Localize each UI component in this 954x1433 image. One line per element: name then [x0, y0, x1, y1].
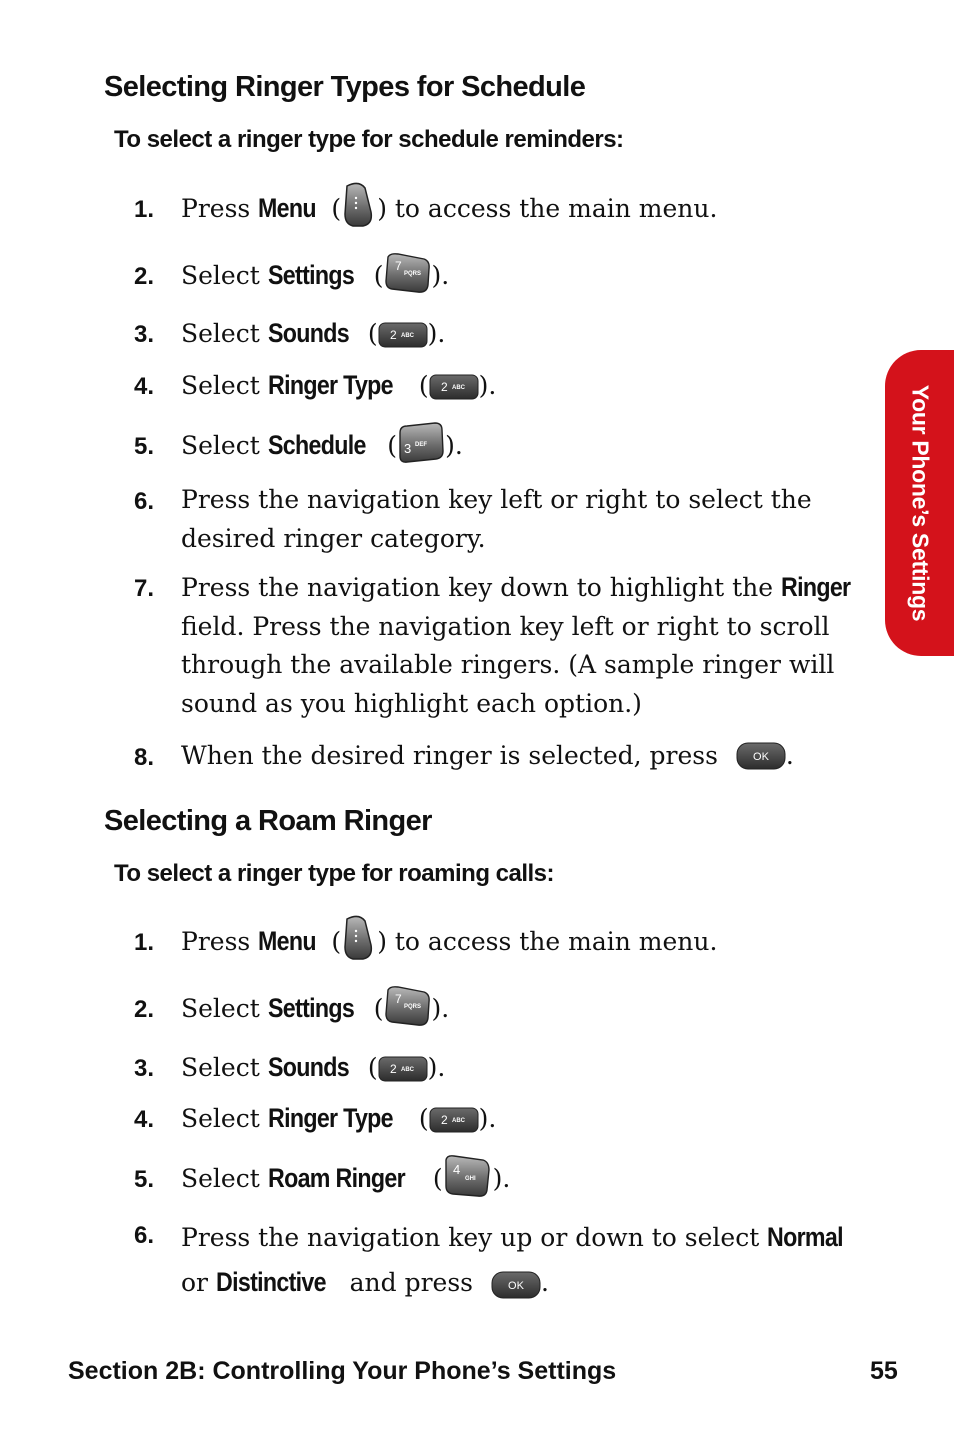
- key-7-digit: 7: [394, 258, 402, 273]
- key-4-digit: 4: [452, 1161, 460, 1177]
- s1-step7-text: Press the navigation key down to highlight the Ringer field. Press the navigation key left or right to scroll through the available ringers. (A sample ringer will sound as you highlight each option.): [181, 568, 881, 723]
- s2-step3-text: Select Sounds ( 2 ABC ).: [181, 1048, 881, 1088]
- section1-heading: Selecting Ringer Types for Schedule: [104, 71, 586, 103]
- key-2-abc-icon: [429, 373, 479, 399]
- menu-keyword: Menu: [258, 926, 317, 956]
- settings-keyword: Settings: [267, 993, 354, 1023]
- ok-key-label: OK: [752, 750, 769, 763]
- s1-step2-number: 2.: [134, 263, 155, 290]
- s2-step2-number: 2.: [134, 996, 155, 1023]
- section2-intro: To select a ringer type for roaming calls:: [114, 860, 555, 887]
- key-7-pqrs-icon: [384, 984, 432, 1028]
- section2-heading: Selecting a Roam Ringer: [104, 805, 432, 837]
- sounds-keyword: Sounds: [267, 318, 349, 348]
- s2-step4-text: Select Ringer Type ( 2 ABC ).: [181, 1099, 881, 1139]
- s1-step1-text: Press Menu ( ) to access the main menu.: [181, 189, 881, 229]
- key-2-abc-icon: [378, 1055, 428, 1081]
- normal-keyword: Normal: [767, 1222, 844, 1252]
- key-2-digit: 2: [389, 327, 397, 342]
- key-3-letters: DEF: [415, 441, 428, 448]
- menu-key-icon: [341, 915, 377, 961]
- key-2-abc-icon: [378, 321, 428, 347]
- s1-step1-number: 1.: [134, 196, 155, 223]
- s2-step3-number: 3.: [134, 1055, 155, 1082]
- s2-step4-number: 4.: [134, 1106, 155, 1133]
- s2-step2-text: Select Settings ( 7 PQRS ).: [181, 989, 881, 1029]
- ok-key-icon: [736, 742, 786, 770]
- key-7-letters: PQRS: [403, 1003, 421, 1010]
- key-4-ghi-icon: [443, 1154, 493, 1198]
- s1-step3-number: 3.: [134, 321, 155, 348]
- key-7-letters: PQRS: [403, 270, 421, 277]
- s1-step2-text: Select Settings ( 7 PQRS ).: [181, 256, 881, 296]
- s1-step3-text: Select Sounds ( 2 ABC ).: [181, 314, 881, 354]
- ringer-type-keyword: Ringer Type: [267, 370, 393, 400]
- key-3-digit: 3: [404, 440, 412, 456]
- s1-step8-text: When the desired ringer is selected, press OK .: [181, 741, 794, 770]
- key-2-abc-icon: [429, 1106, 479, 1132]
- ringer-type-keyword: Ringer Type: [267, 1103, 393, 1133]
- side-tab-label: Your Phone’s Settings: [907, 384, 933, 622]
- schedule-keyword: Schedule: [267, 430, 366, 460]
- key-4-letters: GHI: [464, 1175, 476, 1182]
- menu-keyword: Menu: [258, 193, 317, 223]
- s2-step1-number: 1.: [134, 929, 155, 956]
- s2-step1-text: Press Menu ( ) to access the main menu.: [181, 922, 881, 962]
- key-2-digit: 2: [389, 1061, 397, 1076]
- key-2-digit: 2: [440, 1112, 448, 1127]
- key-2-letters: ABC: [400, 332, 414, 339]
- key-2-letters: ABC: [451, 1117, 465, 1124]
- s1-step5-text: Select Schedule ( 3 DEF ).: [181, 426, 881, 466]
- key-3-def-icon: [397, 421, 445, 465]
- s1-step4-text: Select Ringer Type ( 2 ABC ).: [181, 366, 881, 406]
- side-tab[interactable]: [885, 350, 954, 656]
- s1-step7-number: 7.: [134, 575, 155, 602]
- s2-step6-text: Press the navigation key up or down to select Normal or Distinctive and press OK .: [181, 1215, 881, 1305]
- key-2-letters: ABC: [400, 1066, 414, 1073]
- s1-step5-number: 5.: [134, 433, 155, 460]
- key-7-pqrs-icon: [384, 251, 432, 295]
- s2-step6-number: 6.: [134, 1222, 155, 1249]
- s1-step6-number: 6.: [134, 488, 155, 515]
- ringer-keyword: Ringer: [780, 572, 851, 602]
- sounds-keyword: Sounds: [267, 1052, 349, 1082]
- ok-key-label: OK: [508, 1279, 524, 1292]
- ok-key-icon: [491, 1269, 541, 1297]
- roam-ringer-keyword: Roam Ringer: [267, 1163, 405, 1193]
- settings-keyword: Settings: [267, 260, 354, 290]
- s1-step4-number: 4.: [134, 373, 155, 400]
- section1-intro: To select a ringer type for schedule reminders:: [114, 126, 624, 153]
- key-2-letters: ABC: [451, 384, 465, 391]
- page-number: 55: [870, 1357, 898, 1385]
- s2-step5-text: Select Roam Ringer ( 4 GHI ).: [181, 1159, 881, 1199]
- s2-step5-number: 5.: [134, 1166, 155, 1193]
- menu-key-icon: [341, 182, 377, 228]
- footer-section-title: Section 2B: Controlling Your Phone’s Settings: [68, 1357, 617, 1385]
- key-7-digit: 7: [394, 991, 402, 1006]
- s1-step8-number: 8.: [134, 744, 155, 771]
- key-2-digit: 2: [440, 379, 448, 394]
- s1-step6-text: Press the navigation key left or right to select the desired ringer category.: [181, 485, 812, 553]
- distinctive-keyword: Distinctive: [215, 1267, 326, 1297]
